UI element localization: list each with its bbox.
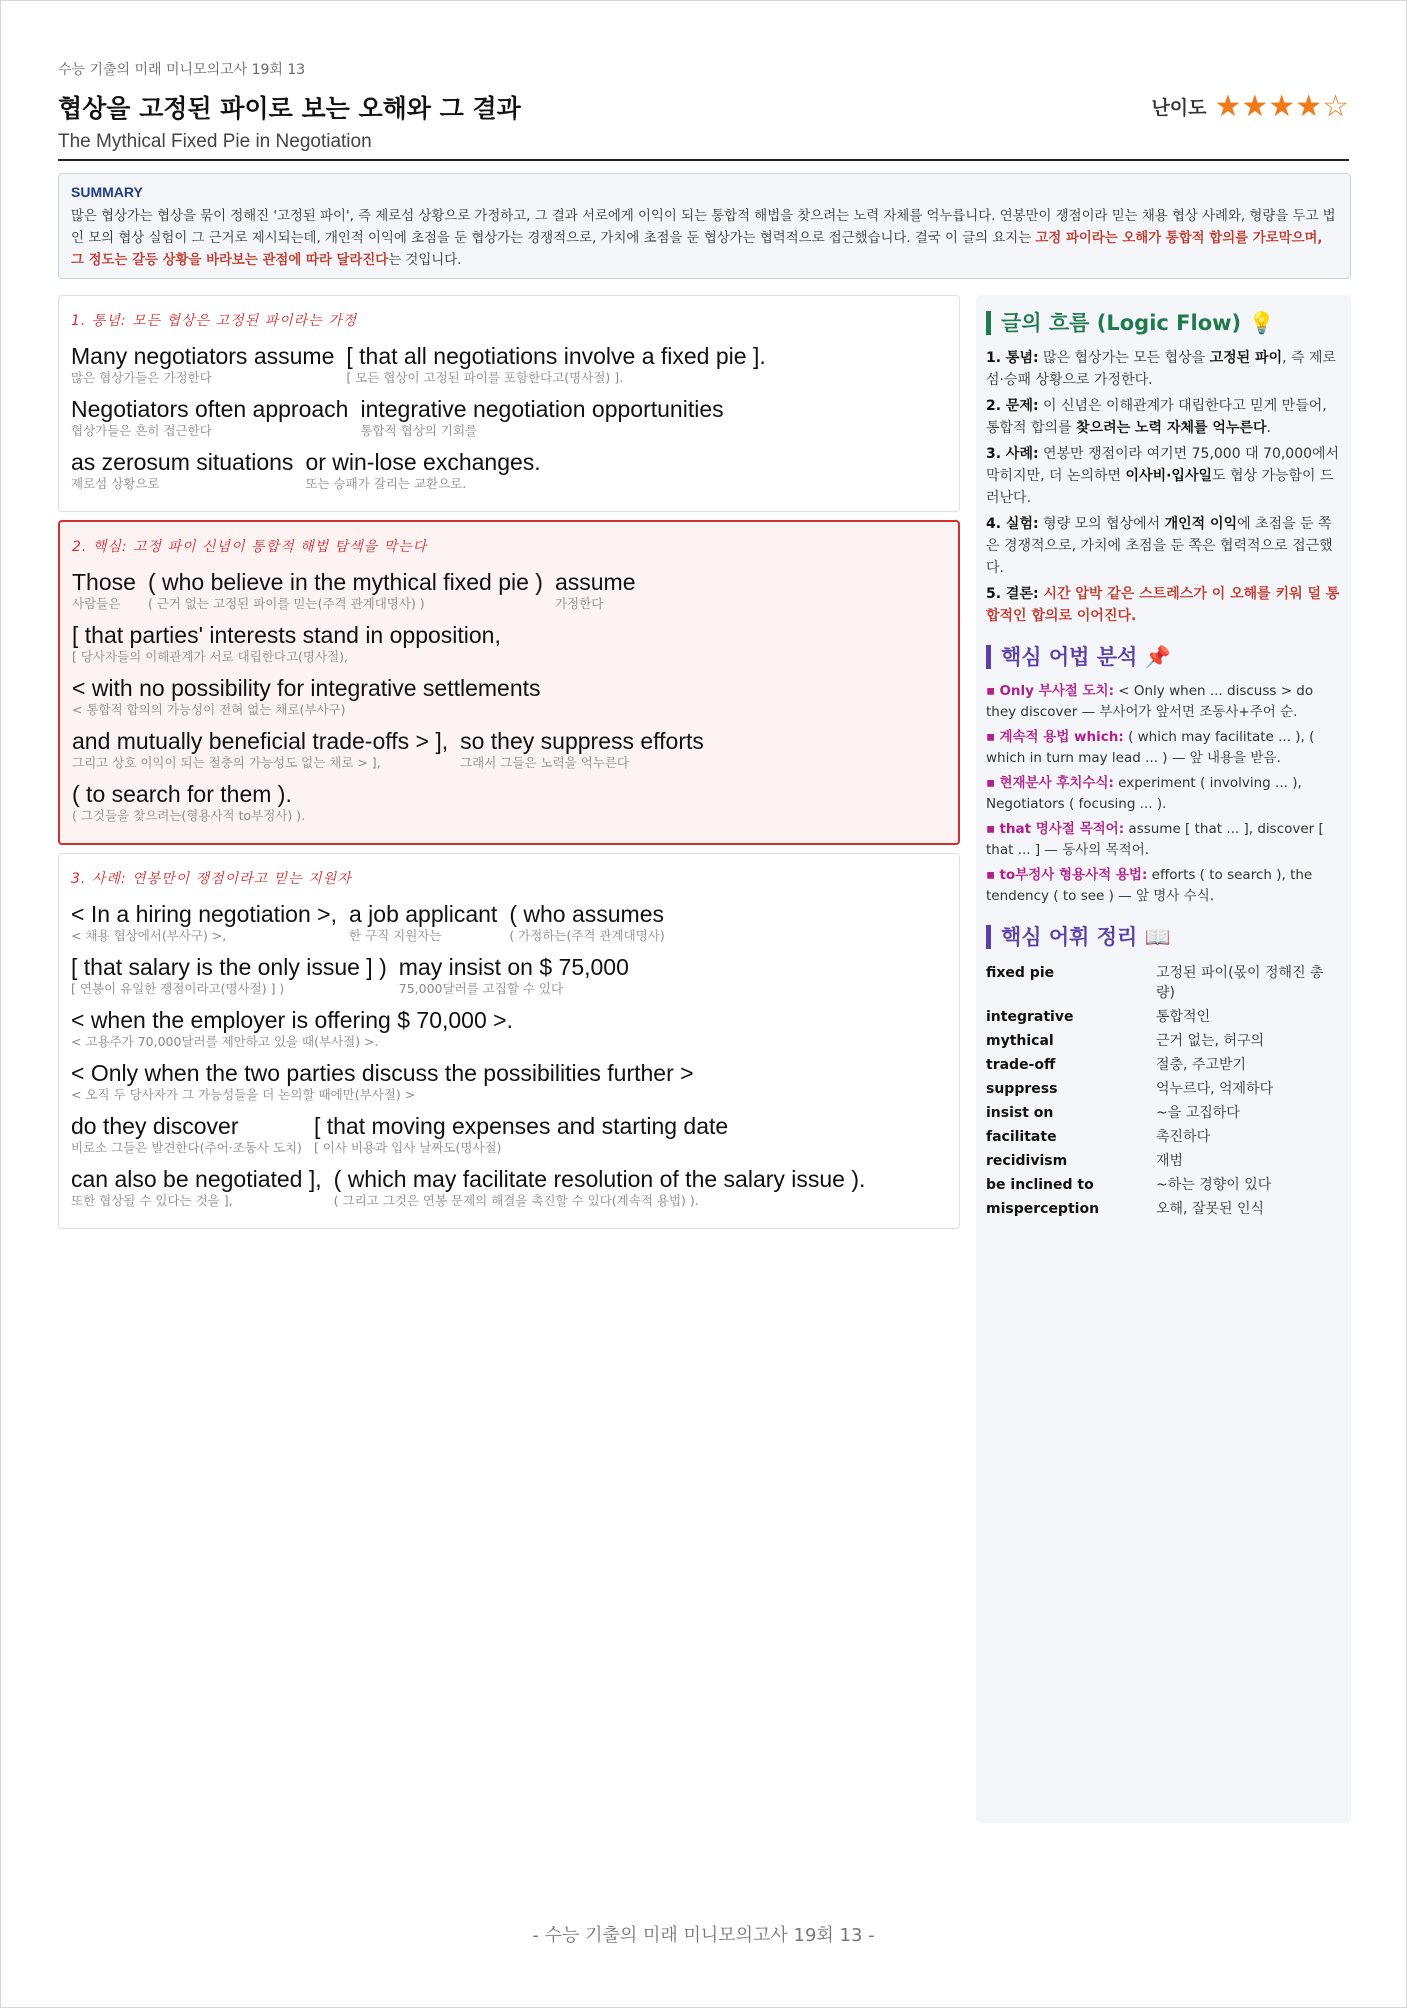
vocab-meaning: 통합적인 — [1156, 1009, 1211, 1025]
grammar-tag: 현재분사 후치수식: — [999, 775, 1114, 791]
korean-gloss: 또는 승패가 갈리는 교환으로. — [305, 476, 467, 491]
vocab-meaning: 고정된 파이(몫이 정해진 총량) — [1156, 965, 1324, 1001]
flow-post: . — [1266, 420, 1271, 436]
flow-bold: 개인적 이익 — [1164, 516, 1238, 532]
analysis-section — [58, 520, 960, 845]
korean-gloss: [ 모든 협상이 고정된 파이를 포함한다고(명사절) ]. — [346, 370, 624, 385]
logic-flow-title: 글의 흐름 (Logic Flow) 💡 — [986, 311, 1341, 335]
korean-gloss: 한 구직 지원자는 — [348, 928, 442, 943]
phrase-chunk — [346, 342, 765, 386]
flow-post: 에 초점을 둔 쪽은 경쟁적으로, 가치에 초점을 둔 쪽은 협력적으로 접근했다. — [986, 516, 1333, 576]
section-heading: 1. 통념: 모든 협상은 고정된 파이라는 가정 — [71, 313, 358, 329]
sentence-line — [71, 900, 947, 944]
vocab-row — [986, 961, 1341, 1005]
grammar-item — [986, 865, 1341, 907]
vocab-meaning: 근거 없는, 허구의 — [1156, 1033, 1265, 1049]
korean-gloss: 가정한다 — [554, 596, 604, 611]
flow-pre: 이 신념은 이해관계가 대립한다고 믿게 만들어, 통합적 합의를 — [986, 398, 1327, 436]
phrase-chunk — [555, 568, 636, 612]
flow-label: 4. 실험: — [986, 516, 1039, 532]
english-phrase: < In a hiring negotiation >, — [71, 901, 337, 927]
vocab-word: fixed pie — [986, 965, 1055, 981]
sentence-line — [72, 780, 946, 824]
page-title: 협상을 고정된 파이로 보는 오해와 그 결과 — [58, 94, 521, 123]
phrase-chunk — [509, 900, 664, 944]
english-phrase: ( who assumes — [509, 901, 664, 927]
page-header — [58, 59, 1349, 161]
vocab-row — [986, 1029, 1341, 1053]
summary-end: 는 것입니다. — [388, 253, 462, 268]
vocab-meaning: 재범 — [1156, 1153, 1184, 1169]
korean-gloss: 많은 협상가들은 가정한다 — [71, 370, 212, 385]
english-phrase: [ that all negotiations involve a fixed pie ]. — [346, 343, 766, 369]
flow-post: 도 협상 가능함이 드러난다. — [986, 468, 1334, 506]
vocab-word: suppress — [986, 1081, 1058, 1097]
summary-title: SUMMARY — [71, 184, 143, 200]
difficulty-rating — [1151, 89, 1349, 124]
sentence-line — [72, 568, 946, 612]
section-heading: 2. 핵심: 고정 파이 신념이 통합적 해법 탐색을 막는다 — [72, 539, 428, 555]
phrase-chunk — [72, 674, 541, 718]
flow-pre: 연봉만 쟁점이라 여기면 75,000 대 70,000에서 막히지만, 더 논의하면 — [986, 446, 1340, 484]
english-phrase: [ that moving expenses and starting date — [313, 1113, 729, 1139]
phrase-chunk — [305, 448, 540, 492]
bullet-icon: ▪ — [986, 867, 1000, 883]
flow-pre: 많은 협상가는 모든 협상을 — [1038, 350, 1210, 366]
vocab-row — [986, 1197, 1341, 1221]
sentence-line — [71, 395, 947, 439]
english-phrase: may insist on $ 75,000 — [398, 954, 629, 980]
english-phrase: < with no possibility for integrative settlements — [72, 675, 541, 701]
english-phrase: as zerosum situations — [71, 449, 294, 475]
sentence-line — [71, 448, 947, 492]
bullet-icon: ▪ — [986, 821, 1000, 837]
vocab-title: 핵심 어휘 정리 📖 — [986, 925, 1341, 949]
grammar-tag: Only 부사절 도치: — [999, 683, 1114, 699]
korean-gloss: 또한 협상될 수 있다는 것을 ], — [71, 1193, 233, 1208]
grammar-title: 핵심 어법 분석 📌 — [986, 645, 1341, 669]
phrase-chunk — [71, 448, 293, 492]
vocab-row — [986, 1149, 1341, 1173]
phrase-chunk — [148, 568, 543, 612]
sentence-line — [71, 1006, 947, 1050]
vocab-word: insist on — [986, 1105, 1054, 1121]
grammar-text: efforts ( to search ), the tendency ( to see ) — 앞 명사 수식. — [986, 867, 1313, 904]
korean-gloss: 제로섬 상황으로 — [71, 476, 160, 491]
vocab-meaning: 오해, 잘못된 인식 — [1156, 1201, 1265, 1217]
korean-gloss: ( 근거 없는 고정된 파이를 믿는(주격 관계대명사) ) — [147, 596, 425, 611]
korean-gloss: [ 이사 비용과 입사 날짜도(명사절) — [313, 1140, 502, 1155]
summary-main: 많은 협상가는 협상을 묶이 정해진 '고정된 파이', 즉 제로섬 상황으로 가정하고, 그 결과 서로에게 이익이 되는 통합적 해법을 찾으려는 노력 자체를 억누릅니다. 연봉만이 쟁점이라 믿는 채용 협상 사례와, 형량을 두고 법인 모의 협상 실험이 그 근거로 제시되는데, 개인적 이익에 초점을 둔 협상가는 경쟁적으로, 가치에 초점을 둔 협상가는 협력적으로 접근했습니다. 결국 이 글의 요지는 — [71, 209, 1336, 246]
vocab-word: facilitate — [986, 1129, 1057, 1145]
phrase-chunk — [71, 1165, 322, 1209]
vocab-word: be inclined to — [986, 1177, 1094, 1193]
summary-highlight: 고정 파이라는 오해가 통합적 합의를 가로막으며, 그 정도는 갈등 상황을 바라보는 관점에 따라 달라진다 — [71, 231, 1323, 268]
phrase-chunk — [349, 900, 497, 944]
phrase-chunk — [72, 568, 136, 612]
sidebar — [976, 295, 1351, 1823]
flow-bold: 고정된 파이 — [1209, 350, 1283, 366]
sentence-line — [71, 1165, 947, 1209]
sentence-line — [72, 621, 946, 665]
page-footer: - 수능 기출의 미래 미니모의고사 19회 13 - — [532, 1925, 875, 1946]
english-phrase: do they discover — [71, 1113, 239, 1139]
flow-item — [986, 347, 1341, 391]
english-phrase: can also be negotiated ], — [71, 1166, 322, 1192]
phrase-chunk — [71, 395, 348, 439]
vocab-word: misperception — [986, 1201, 1100, 1217]
phrase-chunk — [71, 1059, 694, 1103]
english-phrase: ( who believe in the mythical fixed pie ) — [147, 569, 543, 595]
korean-gloss: < 고용주가 70,000달러를 제안하고 있을 때(부사절) >. — [71, 1034, 379, 1049]
korean-gloss: 사람들은 — [72, 596, 121, 611]
english-phrase: and mutually beneficial trade-offs > ], — [72, 728, 449, 754]
sentence-line — [71, 1059, 947, 1103]
vocab-word: recidivism — [986, 1153, 1068, 1169]
korean-gloss: 통합적 협상의 기회를 — [360, 423, 478, 438]
english-phrase: ( to search for them ). — [72, 781, 292, 807]
phrase-chunk — [72, 727, 448, 771]
english-phrase: [ that parties' interests stand in opposition, — [72, 622, 501, 648]
logic-flow-list — [986, 347, 1341, 627]
korean-gloss: 협상가들은 흔히 접근한다 — [71, 423, 212, 438]
flow-bold: 찾으려는 노력 자체를 억누른다 — [1076, 420, 1267, 436]
vocab-meaning: ~하는 경향이 있다 — [1156, 1177, 1272, 1193]
korean-gloss: 그래서 그들은 노력을 억누른다 — [460, 755, 630, 770]
analysis-section — [58, 853, 960, 1229]
vocab-row — [986, 1101, 1341, 1125]
vocab-row — [986, 1077, 1341, 1101]
phrase-chunk — [71, 953, 387, 997]
analysis-section — [58, 295, 960, 512]
grammar-item — [986, 727, 1341, 769]
vocab-word: mythical — [986, 1033, 1054, 1049]
grammar-item — [986, 681, 1341, 723]
grammar-tag: to부정사 형용사적 용법: — [999, 867, 1148, 883]
grammar-text: experiment ( involving ... ), Negotiators ( focusing ... ). — [986, 775, 1302, 812]
phrase-chunk — [360, 395, 723, 439]
grammar-item — [986, 773, 1341, 815]
phrase-chunk — [460, 727, 704, 771]
phrase-chunk — [314, 1112, 728, 1156]
korean-gloss: < 오직 두 당사자가 그 가능성들을 더 논의할 때에만(부사절) > — [71, 1087, 416, 1102]
vocab-row — [986, 1173, 1341, 1197]
korean-gloss: 그리고 상호 이익이 되는 절충의 가능성도 없는 채로 > ], — [72, 755, 381, 770]
grammar-list — [986, 681, 1341, 907]
grammar-text: assume [ that ... ], discover [ that ... ] — 동사의 목적어. — [986, 821, 1324, 858]
analysis-column — [58, 295, 960, 1229]
flow-label: 2. 문제: — [986, 398, 1039, 414]
english-phrase: < Only when the two parties discuss the possibilities further > — [71, 1060, 694, 1086]
flow-bold: 이사비·입사일 — [1125, 468, 1212, 484]
english-phrase: ( which may facilitate resolution of the salary issue ). — [333, 1166, 866, 1192]
sentence-line — [72, 674, 946, 718]
sentence-line — [71, 342, 947, 386]
flow-label: 5. 결론: — [986, 586, 1039, 602]
vocab-row — [986, 1125, 1341, 1149]
english-phrase: [ that salary is the only issue ] ) — [71, 954, 387, 980]
phrase-chunk — [334, 1165, 866, 1209]
flow-label: 1. 통념: — [986, 350, 1039, 366]
page-subtitle: The Mythical Fixed Pie in Negotiation — [58, 131, 372, 152]
sentence-line — [71, 1112, 947, 1156]
korean-gloss: ( 그것들을 찾으려는(형용사적 to부정사) ). — [72, 808, 306, 823]
flow-item — [986, 395, 1341, 439]
sentence-line — [72, 727, 946, 771]
grammar-tag: 계속적 용법 which: — [999, 729, 1124, 745]
vocab-word: trade-off — [986, 1057, 1056, 1073]
english-phrase: Negotiators often approach — [71, 396, 349, 422]
english-phrase: < when the employer is offering $ 70,000 >. — [71, 1007, 513, 1033]
phrase-chunk — [72, 780, 305, 824]
vocab-meaning: 촉진하다 — [1156, 1129, 1211, 1145]
korean-gloss: 비로소 그들은 발견한다(주어·조동사 도치) — [71, 1140, 302, 1155]
english-phrase: a job applicant — [348, 901, 498, 927]
flow-pre: 형량 모의 협상에서 — [1038, 516, 1165, 532]
exam-label: 수능 기출의 미래 미니모의고사 19회 13 — [58, 62, 306, 78]
flow-post: , 즉 제로섬·승패 상황으로 가정한다. — [986, 350, 1337, 388]
vocab-row — [986, 1005, 1341, 1029]
vocab-meaning: ~을 고집하다 — [1156, 1105, 1240, 1121]
vocab-table — [986, 961, 1341, 1221]
vocab-row — [986, 1053, 1341, 1077]
phrase-chunk — [71, 342, 334, 386]
flow-item — [986, 443, 1341, 509]
difficulty-label: 난이도 — [1151, 97, 1207, 119]
english-phrase: integrative negotiation opportunities — [360, 396, 724, 422]
korean-gloss: < 채용 협상에서(부사구) >, — [71, 928, 227, 943]
section-heading: 3. 사례: 연봉만이 쟁점이라고 믿는 지원자 — [71, 871, 352, 887]
korean-gloss: [ 당사자들의 이해관계가 서로 대립한다고(명사절), — [72, 649, 348, 664]
summary-text — [71, 206, 1338, 272]
korean-gloss: ( 가정하는(주격 관계대명사) — [509, 928, 665, 943]
english-phrase: so they suppress efforts — [460, 728, 704, 754]
summary-box — [58, 173, 1351, 279]
bullet-icon: ▪ — [986, 729, 1000, 745]
vocab-meaning: 억누르다, 억제하다 — [1156, 1081, 1274, 1097]
phrase-chunk — [71, 900, 337, 944]
grammar-text: < Only when ... discuss > do they discover — 부사어가 앞서면 조동사+주어 순. — [986, 683, 1314, 720]
flow-item — [986, 513, 1341, 579]
korean-gloss: 75,000달러를 고집할 수 있다 — [398, 981, 564, 996]
grammar-tag: that 명사절 목적어: — [999, 821, 1125, 837]
star-icon: ★★★★☆ — [1214, 89, 1349, 124]
korean-gloss: ( 그리고 그것은 연봉 문제의 해결을 촉진할 수 있다(계속적 용법) ). — [333, 1193, 699, 1208]
vocab-meaning: 절충, 주고받기 — [1156, 1057, 1247, 1073]
grammar-item — [986, 819, 1341, 861]
english-phrase: or win-lose exchanges. — [305, 449, 541, 475]
vocab-word: integrative — [986, 1009, 1074, 1025]
phrase-chunk — [399, 953, 629, 997]
korean-gloss: < 통합적 합의의 가능성이 전혀 없는 채로(부사구) — [72, 702, 346, 717]
flow-pre: 시간 압박 같은 스트레스가 이 오해를 키워 덜 통합적인 합의로 이어진다. — [986, 586, 1340, 624]
english-phrase: Many negotiators assume — [71, 343, 335, 369]
sentence-line — [71, 953, 947, 997]
phrase-chunk — [71, 1112, 302, 1156]
flow-label: 3. 사례: — [986, 446, 1039, 462]
grammar-text: ( which may facilitate ... ), ( which in turn may lead ... ) — 앞 내용을 받음. — [986, 729, 1315, 766]
korean-gloss: [ 연봉이 유일한 쟁점이라고(명사절) ] ) — [71, 981, 285, 996]
phrase-chunk — [71, 1006, 513, 1050]
bullet-icon: ▪ — [986, 775, 1000, 791]
english-phrase: assume — [554, 569, 636, 595]
english-phrase: Those — [72, 569, 136, 595]
bullet-icon: ▪ — [986, 683, 1000, 699]
phrase-chunk — [72, 621, 501, 665]
flow-item — [986, 583, 1341, 627]
